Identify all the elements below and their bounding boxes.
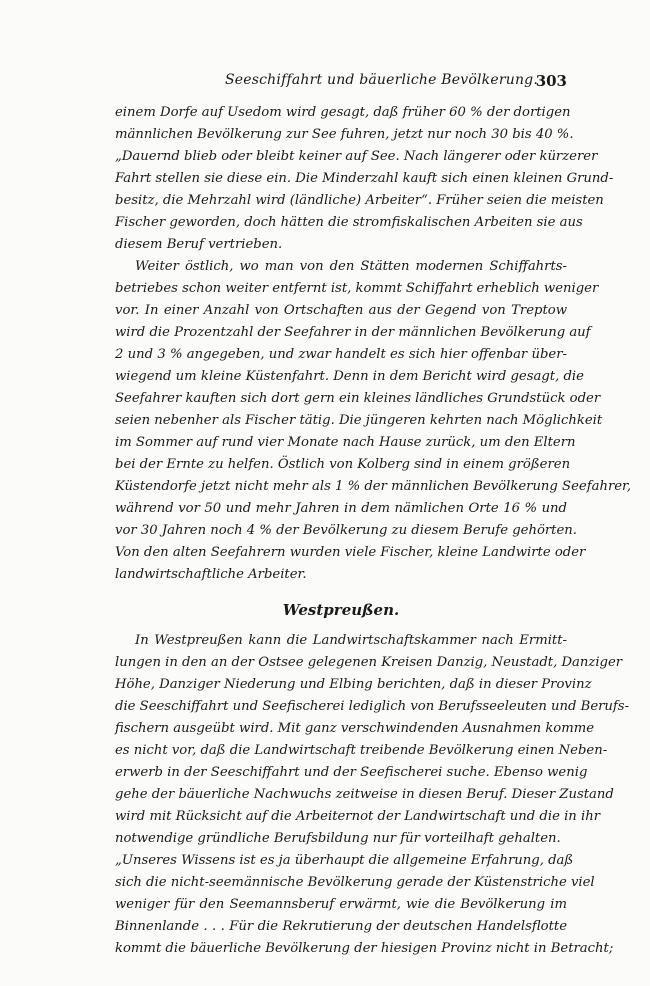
- text-line: kommt die bäuerliche Bevölkerung der hiesigen Provinz nicht in Betracht;: [115, 941, 614, 956]
- text-line: Fischer geworden, doch hätten die stromfiskalischen Arbeiten sie aus: [115, 215, 583, 230]
- text-line: fischern ausgeübt wird. Mit ganz verschwindenden Ausnahmen komme: [115, 721, 595, 736]
- text-line: Binnenlande . . . Für die Rekrutierung der deutschen Handelsflotte: [115, 919, 567, 934]
- text-line: seien nebenher als Fischer tätig. Die jüngeren kehrten nach Möglichkeit: [115, 413, 603, 428]
- text-line: vor. In einer Anzahl von Ortschaften aus der Gegend von Treptow: [115, 303, 567, 318]
- text-line: männlichen Bevölkerung zur See fuhren, jetzt nur noch 30 bis 40 %.: [115, 127, 574, 142]
- text-line: bei der Ernte zu helfen. Östlich von Kolberg sind in einem größeren: [115, 457, 571, 472]
- text-line: betriebes schon weiter entfernt ist, kommt Schiffahrt erheblich weniger: [115, 281, 599, 296]
- text-line: diesem Beruf vertrieben.: [115, 237, 283, 252]
- text-line: 2 und 3 % angegeben, und zwar handelt es sich hier offenbar über-: [115, 347, 567, 362]
- paragraph-2: [115, 256, 632, 586]
- text-line: In Westpreußen kann die Landwirtschaftskammer nach Ermitt-: [135, 633, 567, 648]
- running-title: Seeschiffahrt und bäuerliche Bevölkerung.: [225, 72, 538, 88]
- text-line: Von den alten Seefahrern wurden viele Fischer, kleine Landwirte oder: [115, 545, 586, 560]
- text-line: landwirtschaftliche Arbeiter.: [115, 567, 307, 582]
- paragraph-1: [115, 102, 614, 256]
- text-line: wird mit Rücksicht auf die Arbeiternot der Landwirtschaft und die in ihr: [115, 809, 601, 824]
- text-line: im Sommer auf rund vier Monate nach Hause zurück, um den Eltern: [115, 435, 576, 450]
- text-line: wird die Prozentzahl der Seefahrer in der männlichen Bevölkerung auf: [115, 325, 591, 340]
- text-line: wiegend um kleine Küstenfahrt. Denn in dem Bericht wird gesagt, die: [115, 369, 584, 384]
- text-line: gehe der bäuerliche Nachwuchs zeitweise in diesen Beruf. Dieser Zustand: [115, 787, 614, 802]
- text-line: sich die nicht-seemännische Bevölkerung gerade der Küstenstriche viel: [115, 875, 595, 890]
- text-line: „Dauernd blieb oder bleibt keiner auf See. Nach längerer oder kürzerer: [115, 149, 598, 164]
- text-line: einem Dorfe auf Usedom wird gesagt, daß früher 60 % der dortigen: [115, 105, 571, 120]
- text-line: es nicht vor, daß die Landwirtschaft treibende Bevölkerung einen Neben-: [115, 743, 608, 758]
- text-line: lungen in den an der Ostsee gelegenen Kreisen Danzig, Neustadt, Danziger: [115, 655, 623, 670]
- text-line: Weiter östlich, wo man von den Stätten modernen Schiffahrts-: [135, 259, 567, 274]
- text-line: Seefahrer kauften sich dort gern ein kleines ländliches Grundstück oder: [115, 391, 601, 406]
- text-line: weniger für den Seemannsberuf erwärmt, wie die Bevölkerung im: [115, 897, 567, 912]
- body-text: [115, 102, 632, 960]
- text-line: vor 30 Jahren noch 4 % der Bevölkerung zu diesem Berufe gehörten.: [115, 523, 577, 538]
- page-number: 303: [535, 72, 567, 90]
- text-line: erwerb in der Seeschiffahrt und der Seefischerei suche. Ebenso wenig: [115, 765, 588, 780]
- text-line: Fahrt stellen sie diese ein. Die Minderzahl kauft sich einen kleinen Grund-: [115, 171, 614, 186]
- text-line: notwendige gründliche Berufsbildung nur für vorteilhaft gehalten.: [115, 831, 561, 846]
- section-heading: Westpreußen.: [282, 601, 400, 619]
- text-line: Küstendorfe jetzt nicht mehr als 1 % der männlichen Bevölkerung Seefahrer,: [115, 479, 632, 494]
- text-line: die Seeschiffahrt und Seefischerei lediglich von Berufsseeleuten und Berufs-: [115, 699, 630, 714]
- paragraph-3: [115, 630, 630, 960]
- text-line: besitz, die Mehrzahl wird (ländliche) Arbeiter“. Früher seien die meisten: [115, 193, 604, 208]
- text-line: „Unseres Wissens ist es ja überhaupt die allgemeine Erfahrung, daß: [115, 853, 574, 868]
- page-header: [115, 72, 567, 96]
- text-line: während vor 50 und mehr Jahren in dem nämlichen Orte 16 % und: [115, 501, 567, 516]
- text-line: Höhe, Danziger Niederung und Elbing berichten, daß in dieser Provinz: [115, 677, 592, 692]
